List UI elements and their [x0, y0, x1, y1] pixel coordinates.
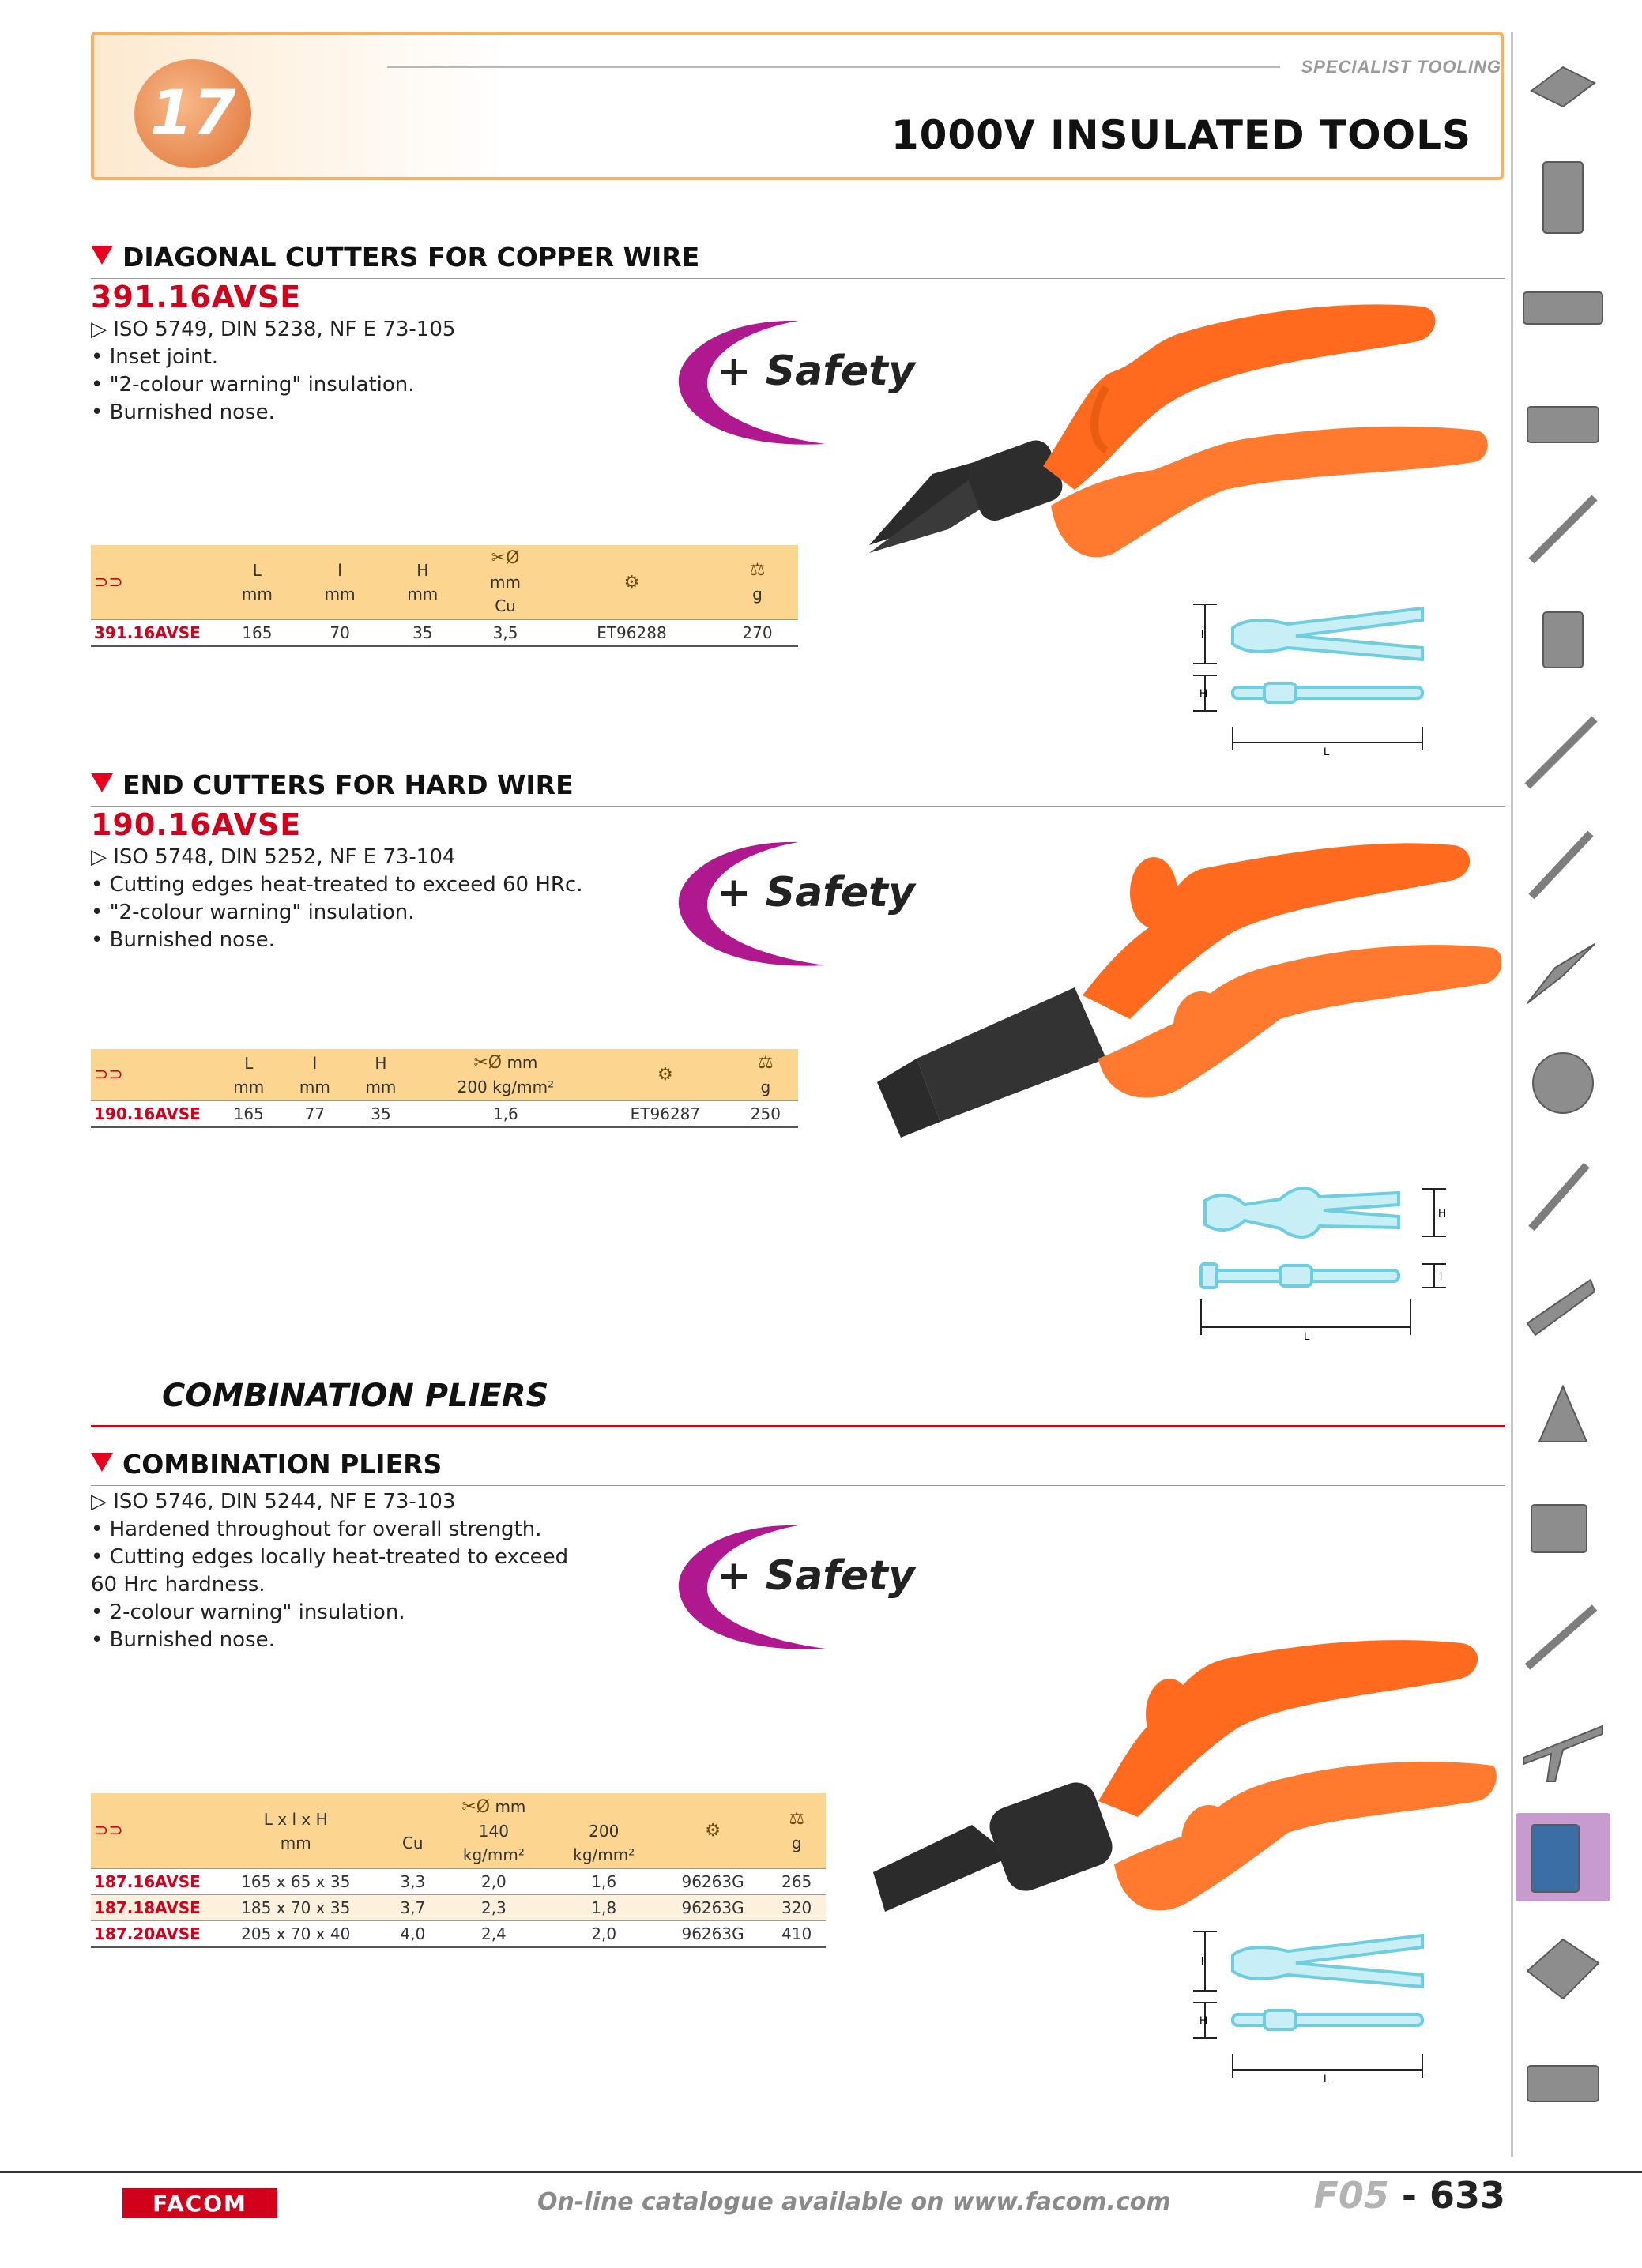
header-kicker: SPECIALIST TOOLING	[1301, 57, 1501, 77]
feature-item: • Inset joint.	[91, 345, 219, 369]
feature-item: • "2-colour warning" insulation.	[91, 901, 415, 924]
dim-label-L: L	[1324, 745, 1330, 758]
feature-item: ▷ ISO 5749, DIN 5238, NF E 73-105	[91, 318, 456, 341]
dim-label-h: H	[1438, 1206, 1447, 1219]
spec-table-combination	[91, 1793, 826, 1948]
dim-label-l: l	[1201, 627, 1204, 640]
combination-pliers-image	[861, 1627, 1501, 1959]
section-rule	[91, 1485, 1505, 1486]
col-cut-capacity: ✂Ø mm Cu	[464, 545, 547, 620]
col-l: l mm	[299, 545, 382, 620]
cut-capacity-icon: ✂Ø	[461, 1797, 491, 1817]
tape-measure-icon[interactable]	[1516, 1039, 1610, 1127]
col-cut-200: 200 kg/mm²	[550, 1793, 658, 1869]
feature-item: • Burnished nose.	[91, 928, 275, 952]
impact-wrench-icon[interactable]	[1516, 1481, 1610, 1570]
product-ref: 391.16AVSE	[91, 280, 302, 314]
pliers-icon[interactable]	[1516, 928, 1610, 1017]
col-cut-140: ✂Ø mm 140 kg/mm²	[438, 1793, 550, 1869]
table-row: 190.16AVSE 165 77 35 1,6 ET96287 250	[91, 1101, 798, 1128]
col-L: L mm	[216, 545, 299, 620]
footer-catalogue-link[interactable]: On-line catalogue available on www.facom.com	[537, 2188, 1171, 2216]
category-title: COMBINATION PLIERS	[162, 1378, 549, 1414]
electronics-icon[interactable]	[1516, 1924, 1610, 2012]
col-cut-capacity: ✂Ø mm 200 kg/mm²	[414, 1049, 597, 1101]
end-cutter-image	[869, 822, 1501, 1153]
feature-item: • Burnished nose.	[91, 401, 275, 424]
dim-label-L: L	[1304, 1330, 1310, 1342]
facom-logo: FACOM	[122, 2188, 277, 2218]
col-H: H mm	[381, 545, 464, 620]
feature-item: ▷ ISO 5746, DIN 5244, NF E 73-103	[91, 1490, 456, 1514]
chapter-badge: 17	[134, 59, 251, 168]
feature-item: • Cutting edges heat-treated to exceed 60 HRc.	[91, 873, 583, 897]
feature-list	[91, 844, 660, 954]
hacksaw-icon[interactable]	[1516, 1260, 1610, 1348]
table-row: 391.16AVSE 165 70 35 3,5 ET96288 270	[91, 620, 798, 647]
page-number: F05 - 633	[1313, 2174, 1505, 2217]
table-row: 187.20AVSE 205 x 70 x 40 4,0 2,4 2,0 96263G 410	[91, 1921, 826, 1948]
feature-item: • 2-colour warning" insulation.	[91, 1600, 405, 1624]
col-dimensions: L x l x H mm	[204, 1793, 388, 1869]
dim-label-l: l	[1201, 1954, 1204, 1967]
feature-item: 60 Hrc hardness.	[91, 1573, 266, 1597]
col-spare-part	[597, 1049, 733, 1101]
reference-icon: ⊃⊃	[94, 1065, 123, 1085]
socket-icon[interactable]	[1516, 596, 1610, 685]
product-ref: 190.16AVSE	[91, 807, 302, 842]
col-cu: Cu	[388, 1793, 438, 1869]
table-row: 187.16AVSE 165 x 65 x 35 3,3 2,0 1,6 96263G 265	[91, 1869, 826, 1895]
plus-icon: +	[717, 869, 751, 916]
weight-icon: ⚖	[749, 560, 766, 580]
wrench-icon[interactable]	[1516, 486, 1610, 574]
dim-label-L: L	[1324, 2072, 1330, 2085]
diagonal-dimension-diagram	[1185, 592, 1446, 758]
screwdriver-icon[interactable]	[1516, 707, 1610, 795]
feature-item: • Cutting edges locally heat-treated to exceed	[91, 1545, 569, 1569]
workshop-bench-icon[interactable]	[1516, 265, 1610, 353]
plus-icon: +	[717, 348, 751, 395]
workbench-icon[interactable]	[1516, 43, 1610, 132]
spec-table-end	[91, 1049, 798, 1128]
cut-capacity-icon: ✂Ø	[491, 548, 520, 568]
col-l: l mm	[282, 1049, 348, 1101]
col-weight: ⚖ g	[767, 1793, 826, 1869]
triangle-bullet-icon	[91, 773, 113, 792]
end-dimension-diagram	[1185, 1177, 1454, 1343]
category-rule	[91, 1425, 1505, 1427]
feature-item: ▷ ISO 5748, DIN 5252, NF E 73-104	[91, 845, 456, 869]
triangle-bullet-icon	[91, 246, 113, 265]
tool-cabinet-icon[interactable]	[1516, 154, 1610, 243]
header-rule	[387, 66, 1280, 68]
dim-label-h: H	[1199, 686, 1208, 699]
col-L: L mm	[216, 1049, 282, 1101]
col-spare-part	[547, 545, 717, 620]
spec-table-diagonal	[91, 545, 798, 647]
safety-label: Safety	[765, 1552, 915, 1600]
col-spare-part	[658, 1793, 768, 1869]
hex-key-icon[interactable]	[1516, 818, 1610, 906]
reference-icon: ⊃⊃	[94, 1821, 123, 1841]
page-title: 1000V INSULATED TOOLS	[891, 112, 1471, 158]
footer-rule	[0, 2171, 1642, 2173]
col-weight: ⚖ g	[717, 545, 798, 620]
cut-capacity-icon: ✂Ø	[473, 1053, 503, 1073]
spare-part-icon: ⚙	[705, 1821, 721, 1841]
safety-label: Safety	[765, 869, 915, 916]
section-heading-end: END CUTTERS FOR HARD WIRE	[91, 769, 1505, 800]
insulated-tools-icon[interactable]	[1516, 1813, 1610, 1901]
col-weight: ⚖ g	[733, 1049, 798, 1101]
reference-column-header	[91, 1793, 204, 1869]
col-H: H mm	[348, 1049, 414, 1101]
feature-list	[91, 316, 604, 427]
reference-column-header	[91, 1049, 216, 1101]
reference-icon: ⊃⊃	[94, 572, 123, 592]
puller-icon[interactable]	[1516, 1371, 1610, 1459]
tool-box-icon[interactable]	[1516, 375, 1610, 464]
spare-part-icon: ⚙	[657, 1065, 673, 1085]
triangle-bullet-icon	[91, 1453, 113, 1472]
dim-label-h: H	[1199, 2014, 1208, 2026]
combination-dimension-diagram	[1185, 1920, 1446, 2086]
weight-icon: ⚖	[758, 1052, 774, 1073]
section-rule	[91, 806, 1505, 807]
reference-column-header	[91, 545, 216, 620]
feature-item: • Hardened throughout for overall strength.	[91, 1518, 542, 1541]
dim-label-l: l	[1440, 1269, 1443, 1282]
safety-label: Safety	[765, 348, 915, 395]
feature-list	[91, 1488, 676, 1654]
weight-icon: ⚖	[789, 1808, 805, 1829]
aircraft-icon[interactable]	[1516, 1702, 1610, 1791]
table-row: 187.18AVSE 185 x 70 x 35 3,7 2,3 1,8 96263G 320	[91, 1895, 826, 1921]
sidebar-divider	[1511, 32, 1513, 2157]
pipe-wrench-icon[interactable]	[1516, 1592, 1610, 1680]
section-heading-diagonal: DIAGONAL CUTTERS FOR COPPER WIRE	[91, 242, 1505, 273]
car-icon[interactable]	[1516, 2034, 1610, 2123]
plus-icon: +	[717, 1552, 751, 1600]
feature-item: • "2-colour warning" insulation.	[91, 373, 415, 397]
hammer-icon[interactable]	[1516, 1149, 1610, 1238]
spare-part-icon: ⚙	[623, 572, 640, 592]
section-rule	[91, 278, 1505, 279]
section-heading-combination: COMBINATION PLIERS	[91, 1449, 1505, 1480]
diagonal-cutter-image	[853, 292, 1501, 608]
feature-item: • Burnished nose.	[91, 1628, 275, 1652]
